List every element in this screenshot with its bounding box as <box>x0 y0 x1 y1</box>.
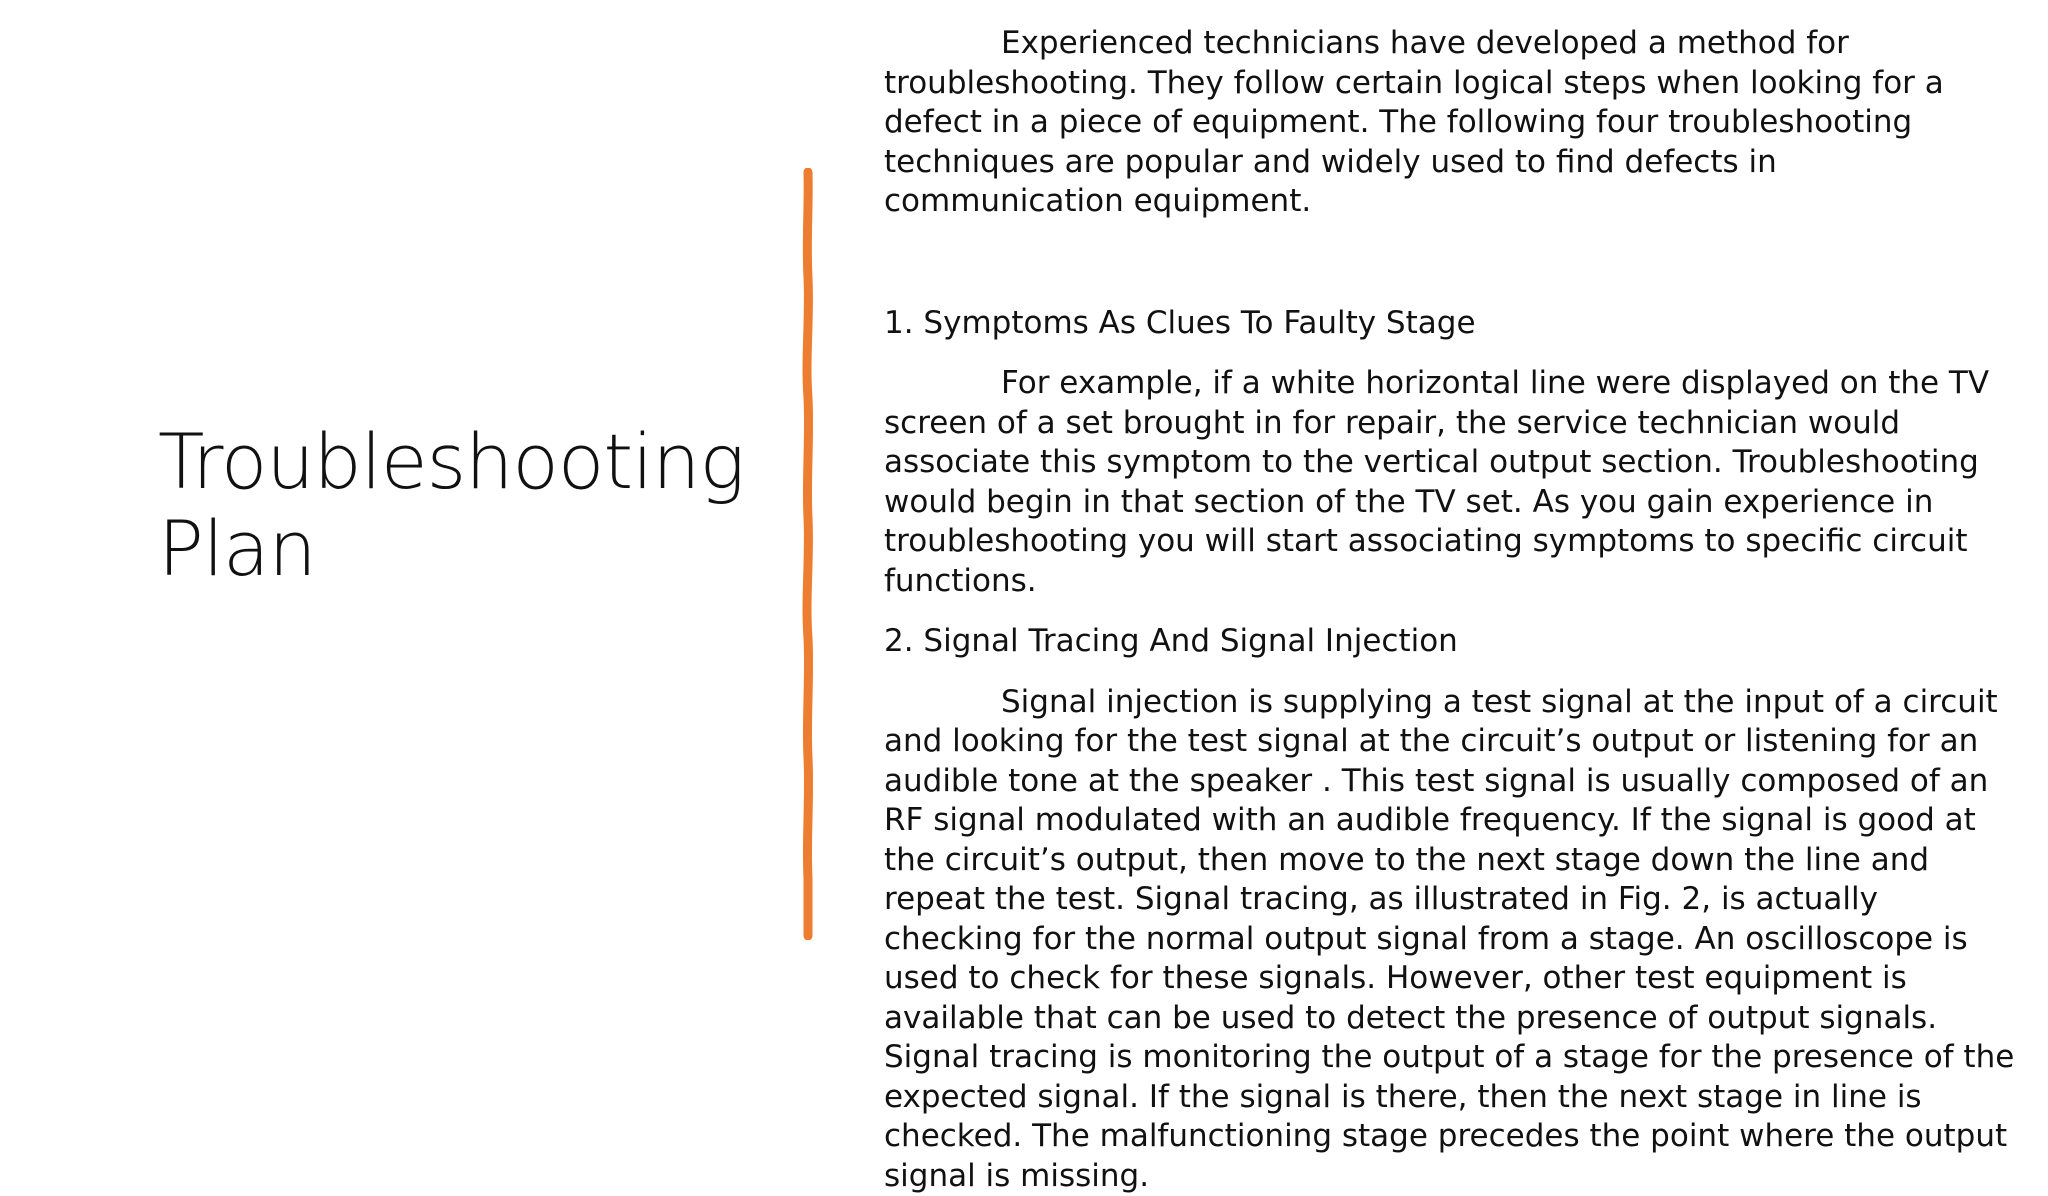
section-heading-2: 2. Signal Tracing And Signal Injection <box>884 622 2024 662</box>
accent-divider-path <box>807 172 809 936</box>
intro-paragraph: Experienced technicians have developed a method for troubleshooting. They follow certain logical steps when looking for a defect in a piece of equipment. The following four troubleshooting techniques are popular and widely used to find defects in communication equipment. <box>884 24 2024 222</box>
section-body-1: For example, if a white horizontal line were displayed on the TV screen of a set brought in for repair, the service technician would associate this symptom to the vertical output section. Troubleshooting would begin in that section of the TV set. As you gain experience in troubleshooting you will start associating symptoms to specific circuit functions. <box>884 364 2024 601</box>
accent-divider-line <box>796 168 820 940</box>
section-heading-1: 1. Symptoms As Clues To Faulty Stage <box>884 304 2024 344</box>
title-line-1: Troubleshooting <box>158 418 758 505</box>
slide-title <box>158 418 758 592</box>
slide-body <box>884 24 2024 1196</box>
title-line-2: Plan <box>158 505 758 592</box>
section-body-2: Signal injection is supplying a test signal at the input of a circuit and looking for the test signal at the circuit’s output or listening for an audible tone at the speaker . This test signal is usually composed of an RF signal modulated with an audible frequency. If the signal is good at the circuit’s output, then move to the next stage down the line and repeat the test. Signal tracing, as illustrated in Fig. 2, is actually checking for the normal output signal from a stage. An oscilloscope is used to check for these signals. However, other test equipment is available that can be used to detect the presence of output signals. Signal tracing is monitoring the output of a stage for the presence of the expected signal. If the signal is there, then the next stage in line is checked. The malfunctioning stage precedes the point where the output signal is missing. <box>884 683 2024 1196</box>
